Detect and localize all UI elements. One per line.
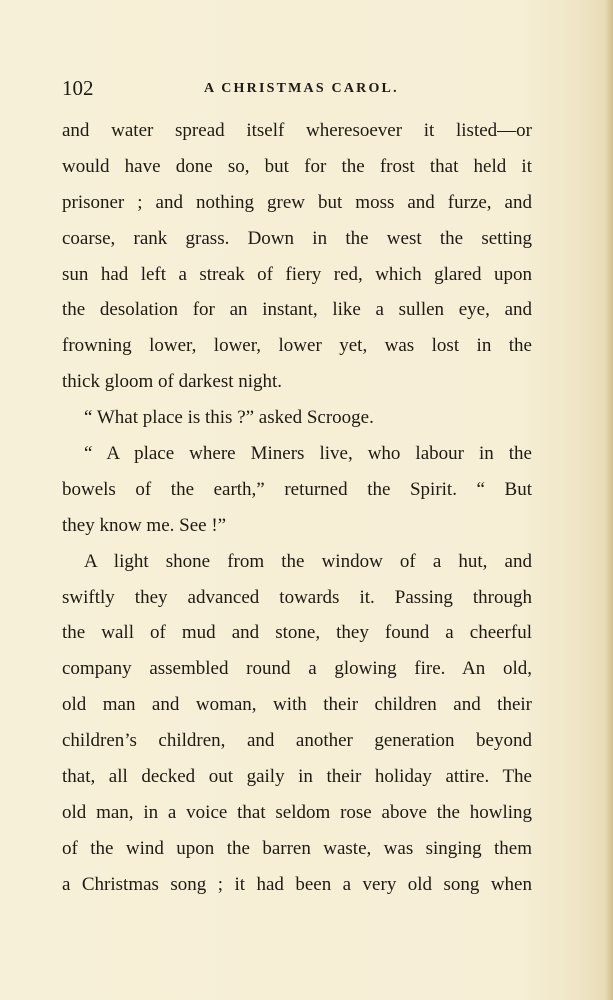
text-line: a Christmas song ; it had been a very old song when <box>62 873 532 895</box>
text-line: would have done so, but for the frost that held it <box>62 155 532 177</box>
text-line: that, all decked out gaily in their holiday attire. The <box>62 766 532 788</box>
text-line: thick gloom of darkest night. <box>62 371 283 393</box>
text-line: they know me. See !” <box>62 514 227 536</box>
running-title: A CHRISTMAS CAROL. <box>204 81 399 96</box>
text-line: and water spread itself wheresoever it listed—or <box>62 120 532 141</box>
text-line: A light shone from the window of a hut, and <box>84 550 532 572</box>
text-line: bowels of the earth,” returned the Spirit. “ But <box>62 478 532 500</box>
text-line: old man and woman, with their children and their <box>62 694 532 716</box>
body-text <box>62 113 532 903</box>
text-line: prisoner ; and nothing grew but moss and furze, and <box>62 191 532 213</box>
text-line: old man, in a voice that seldom rose above the howling <box>62 801 532 823</box>
text-line: “ What place is this ?” asked Scrooge. <box>84 407 374 429</box>
text-line: the wall of mud and stone, they found a cheerful <box>62 622 532 644</box>
text-line: of the wind upon the barren waste, was singing them <box>62 837 532 859</box>
text-line: “ A place where Miners live, who labour in the <box>84 443 532 465</box>
running-header <box>62 74 532 102</box>
text-line: company assembled round a glowing fire. An old, <box>62 658 532 680</box>
text-line: coarse, rank grass. Down in the west the setting <box>62 227 532 249</box>
text-line: children’s children, and another generation beyond <box>62 730 532 752</box>
page-edge-shadow <box>605 0 613 1000</box>
text-line: frowning lower, lower, lower yet, was lost in the <box>62 335 532 357</box>
text-line: sun had left a streak of fiery red, which glared upon <box>62 263 532 285</box>
page-number: 102 <box>62 76 94 100</box>
text-line: the desolation for an instant, like a sullen eye, and <box>62 299 532 321</box>
text-line: swiftly they advanced towards it. Passing through <box>62 586 532 608</box>
